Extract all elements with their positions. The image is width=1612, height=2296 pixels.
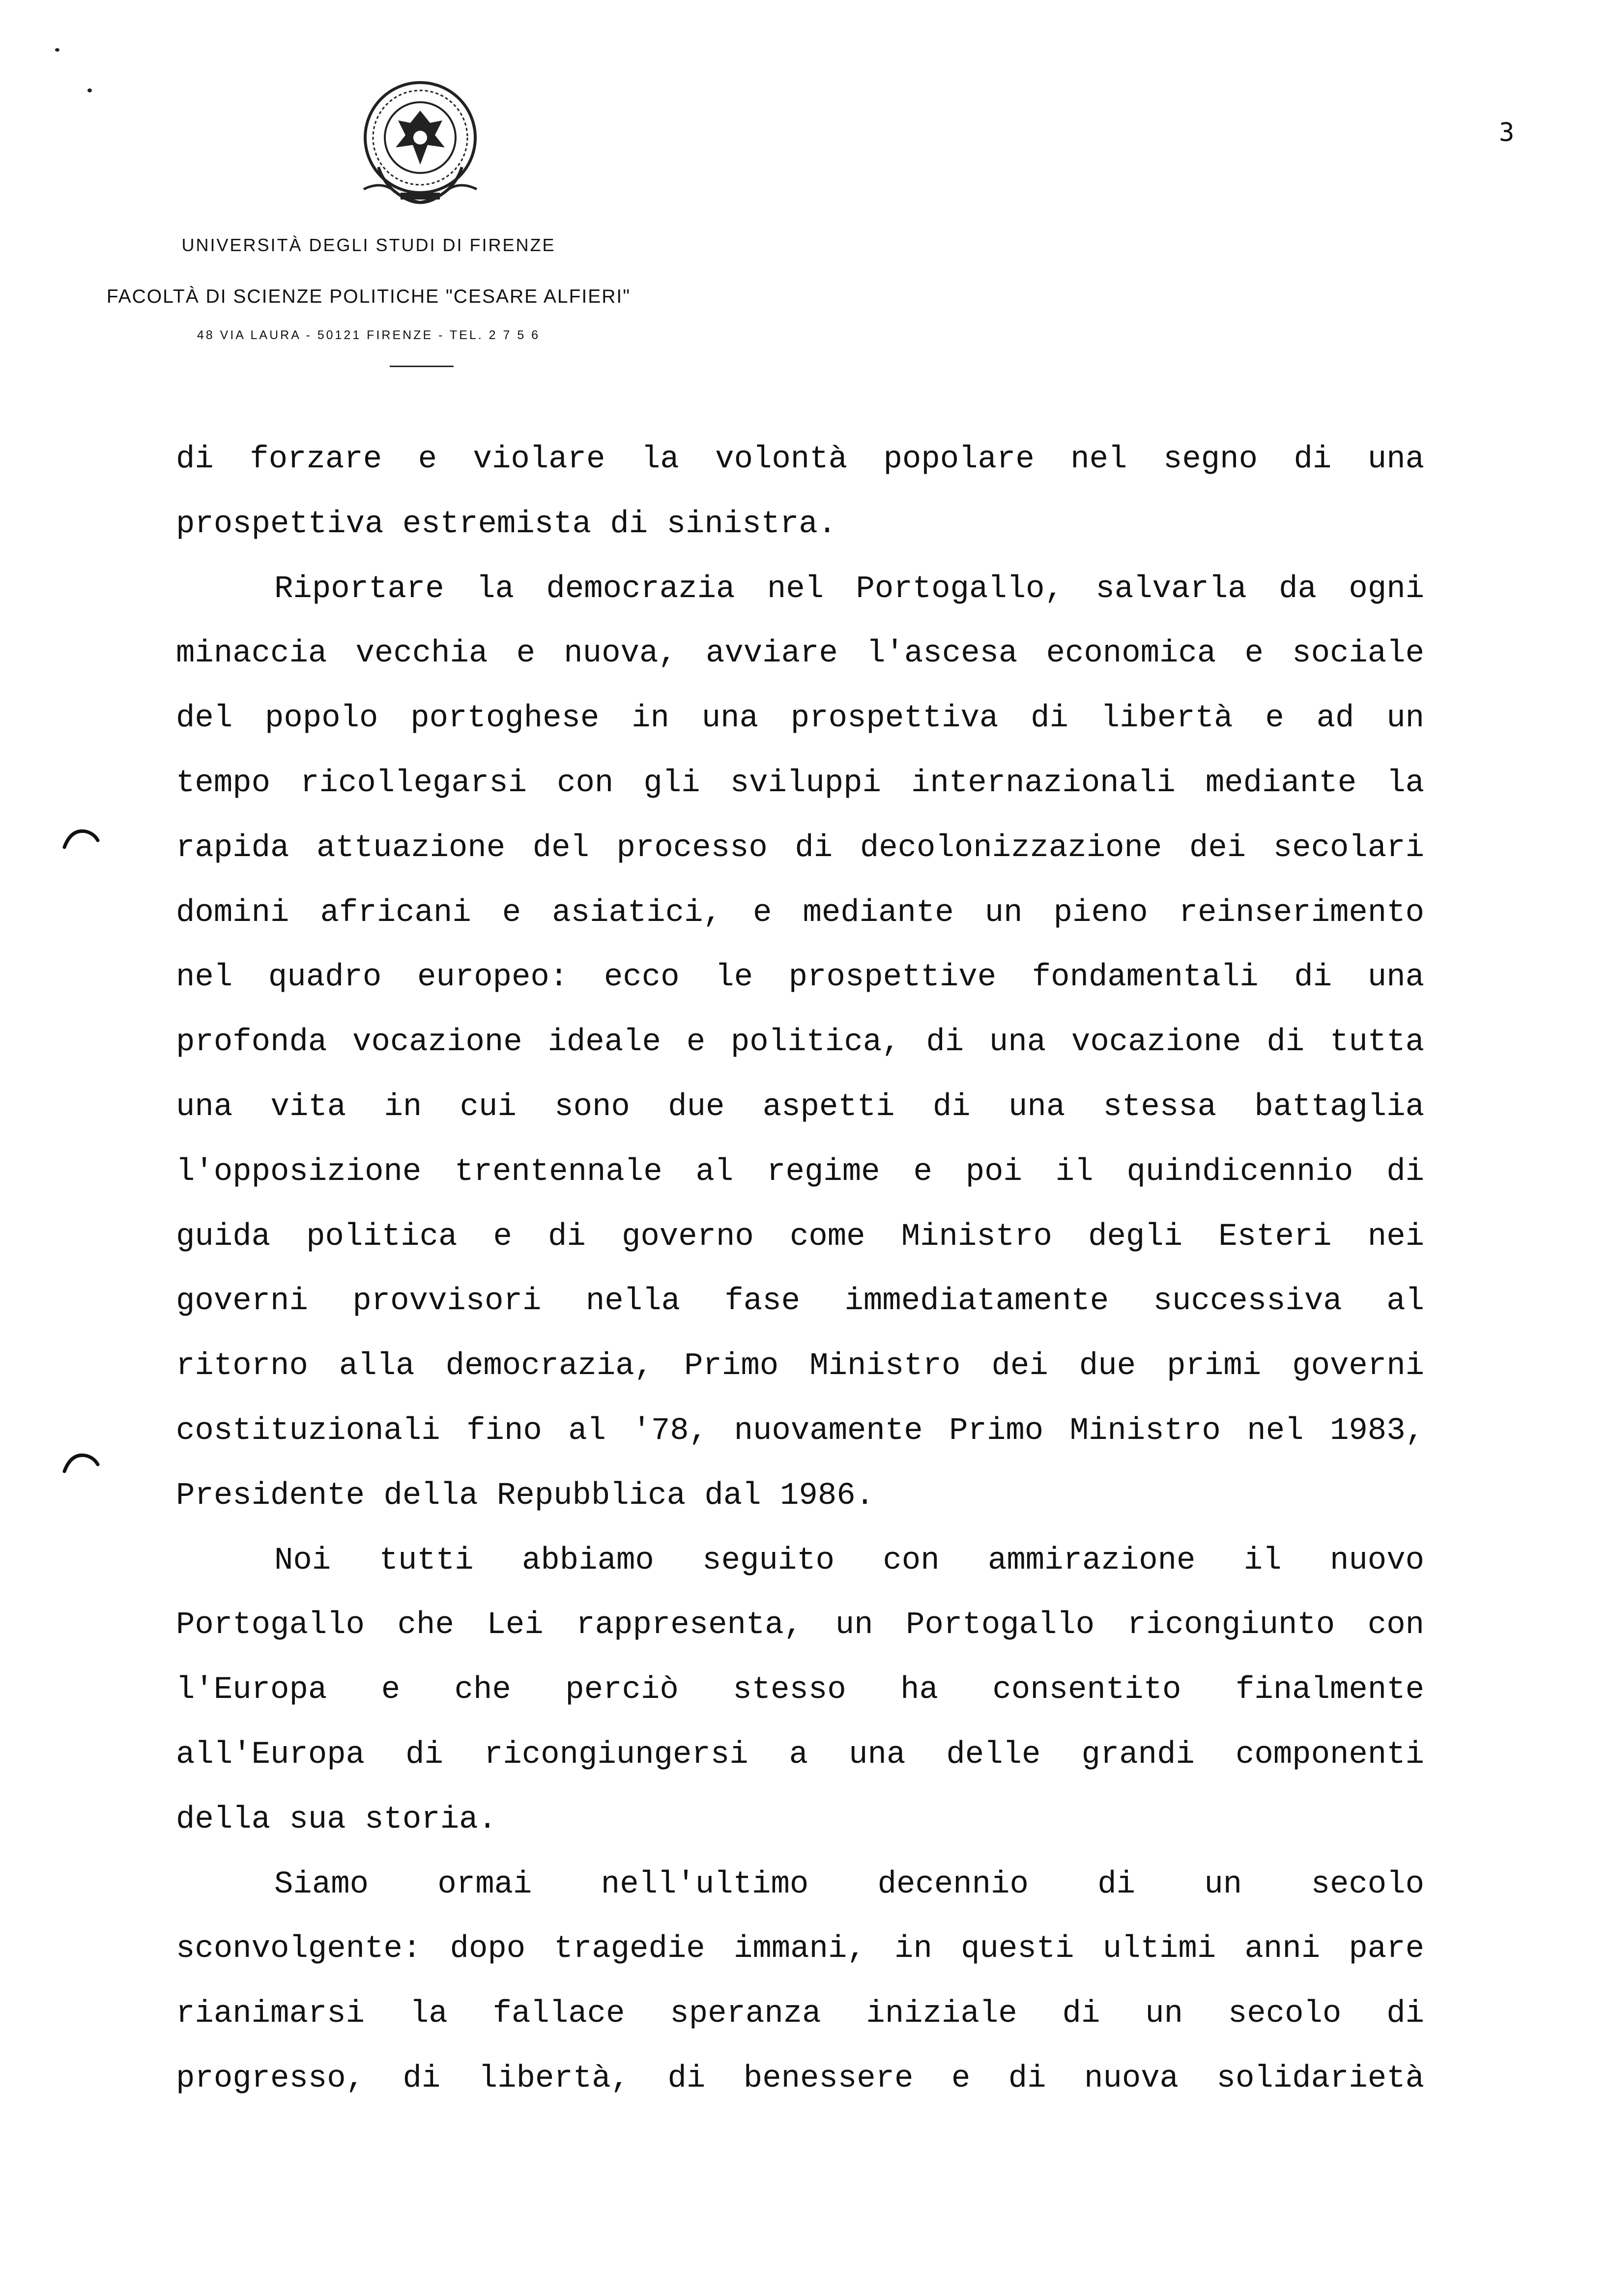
text-line: Presidente della Repubblica dal 1986. xyxy=(176,1478,875,1514)
text-line: l'Europa e che perciò stesso ha consentito finalmente xyxy=(176,1672,1424,1708)
text-line: Portogallo che Lei rappresenta, un Portogallo ricongiunto con xyxy=(176,1607,1424,1643)
text-line: ritorno alla democrazia, Primo Ministro dei due primi governi xyxy=(176,1349,1424,1384)
scan-speck xyxy=(87,88,92,92)
text-line: tempo ricollegarsi con gli sviluppi internazionali mediante la xyxy=(176,765,1424,801)
text-line: profonda vocazione ideale e politica, di una vocazione di tutta xyxy=(176,1025,1424,1061)
text-line: guida politica e di governo come Ministro degli Esteri nei xyxy=(176,1219,1424,1255)
text-line: della sua storia. xyxy=(176,1802,497,1837)
text-line: domini africani e asiatici, e mediante un pieno reinserimento xyxy=(176,895,1424,931)
text-line: sconvolgente: dopo tragedie immani, in questi ultimi anni pare xyxy=(176,1931,1424,1967)
text-line: una vita in cui sono due aspetti di una stessa battaglia xyxy=(176,1089,1424,1125)
text-line: progresso, di libertà, di benessere e di nuova solidarietà xyxy=(176,2061,1424,2096)
text-line: rianimarsi la fallace speranza iniziale di un secolo di xyxy=(176,1996,1424,2032)
margin-mark-icon xyxy=(61,826,101,850)
text-line: rapida attuazione del processo di decolonizzazione dei secolari xyxy=(176,830,1424,866)
letterhead-divider xyxy=(390,366,454,367)
text-line: Noi tutti abbiamo seguito con ammirazione il nuovo xyxy=(274,1543,1424,1578)
scan-speck xyxy=(55,48,59,52)
letterhead-university: UNIVERSITÀ DEGLI STUDI DI FIRENZE xyxy=(181,235,556,255)
text-line: l'opposizione trentennale al regime e poi il quindicennio di xyxy=(176,1154,1424,1190)
text-line: governi provvisori nella fase immediatamente successiva al xyxy=(176,1284,1424,1320)
letterhead-faculty: FACOLTÀ DI SCIENZE POLITICHE "CESARE ALFIERI" xyxy=(106,286,631,307)
text-line: minaccia vecchia e nuova, avviare l'ascesa economica e sociale xyxy=(176,636,1424,672)
text-line: del popolo portoghese in una prospettiva di libertà e ad un xyxy=(176,701,1424,737)
letter-body xyxy=(176,428,1424,2112)
text-line: Riportare la democrazia nel Portogallo, salvarla da ogni xyxy=(274,571,1424,607)
text-line: costituzionali fino al '78, nuovamente Primo Ministro nel 1983, xyxy=(176,1413,1424,1449)
letterhead-address: 48 VIA LAURA - 50121 FIRENZE - TEL. 2 7 5 6 xyxy=(197,328,541,342)
text-line: all'Europa di ricongiungersi a una delle grandi componenti xyxy=(176,1737,1424,1773)
university-seal-icon xyxy=(344,74,496,216)
text-line: prospettiva estremista di sinistra. xyxy=(176,506,837,542)
page-number: 3 xyxy=(1499,118,1515,147)
text-line: nel quadro europeo: ecco le prospettive fondamentali di una xyxy=(176,960,1424,996)
text-line: di forzare e violare la volontà popolare nel segno di una xyxy=(176,442,1424,477)
text-line: Siamo ormai nell'ultimo decennio di un secolo xyxy=(274,1866,1424,1902)
margin-mark-icon xyxy=(61,1450,101,1474)
